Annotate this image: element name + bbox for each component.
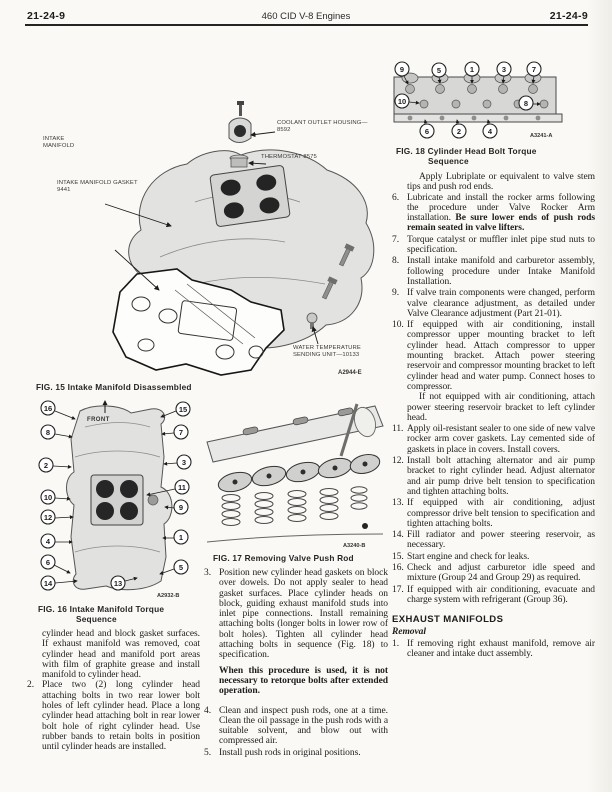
- fig17-figure: [205, 400, 387, 550]
- label-coolant-outlet: COOLANT OUTLET HOUSING—8592: [277, 120, 368, 133]
- fig15-code: A2944-E: [338, 370, 362, 376]
- torque-callout: 8: [45, 428, 51, 437]
- fig15-caption: FIG. 15 Intake Manifold Disassembled: [36, 382, 192, 392]
- item-text: Place two (2) long cylinder head attaching bolts in two rear lower bolt holes of left cylinder head. Place a long cylinder head attaching bolt in rear lower bolt hole of right cylinder head. Use rubber bands to retain bolts in position until cylinder heads are installed.: [42, 680, 200, 753]
- item-number: 1.: [392, 639, 400, 650]
- fig18-code: A3241-A: [530, 133, 553, 139]
- fig18-illustration: [390, 58, 595, 142]
- fig18-caption-line1: FIG. 18 Cylinder Head Bolt Torque: [396, 146, 537, 156]
- item-text: Check and adjust carburetor idle speed and mixture (Group 24 and Group 29) as required.: [407, 562, 595, 584]
- item-text-run2: If not equipped with air conditioning, attach power steering reservoir bracket to left cylinder head.: [407, 392, 595, 423]
- fig16-caption-line2: Sequence: [76, 614, 117, 624]
- torque-callout: 11: [178, 483, 186, 492]
- torque-callout: 2: [43, 461, 49, 470]
- list-item: [392, 235, 595, 256]
- item-text-run: If equipped with air conditioning, install compressor upper mounting bracket to left cylinder head. Attach compressor to upper mounting bracket. Attach power steering reservoir and compressor mounting bracket to left cylinder head and water pump. Connect hoses to compressor.: [407, 320, 595, 392]
- bolt-callout: 1: [469, 65, 475, 74]
- list-item: [392, 563, 595, 584]
- torque-callout: 4: [45, 537, 51, 546]
- page-number-left: 21-24-9: [27, 10, 66, 22]
- item-text: If equipped with air conditioning, evacuate and charge system with refrigerant (Group 36).: [407, 584, 595, 605]
- fig16-figure: [25, 397, 203, 602]
- list-item: [392, 456, 595, 497]
- fig17-illustration: [205, 400, 387, 550]
- item-text: Clean and inspect push rods, one at a time. Clean the oil passage in the push rods with a suitable solvent, and blow out with compressed air.: [219, 705, 388, 747]
- continuation-paragraph: Apply Lubriplate or equivalent to valve stem tips and push rod ends.: [407, 172, 595, 193]
- torque-callout: 14: [43, 579, 53, 588]
- fig15-figure: [25, 52, 383, 382]
- bolt-callout: 3: [501, 65, 507, 74]
- item-number: 10.: [392, 320, 404, 331]
- item-text: [219, 568, 388, 697]
- item-text: Start engine and check for leaks.: [407, 551, 530, 562]
- label-thermostat: THERMOSTAT 8575: [261, 154, 317, 160]
- item-text: If removing right exhaust manifold, remove air cleaner and intake duct assembly.: [407, 639, 595, 660]
- torque-callout: 1: [178, 533, 184, 542]
- item-number: 16.: [392, 562, 404, 573]
- item-number: 9.: [392, 288, 400, 299]
- item-text: Torque catalyst or muffler inlet pipe stud nuts to specification.: [407, 234, 595, 256]
- item-number: 14.: [392, 530, 404, 541]
- item-number: 2.: [27, 680, 35, 691]
- fig17-caption: FIG. 17 Removing Valve Push Rod: [213, 553, 354, 563]
- torque-callout: 12: [43, 513, 53, 522]
- fig17-code: A3240-B: [343, 543, 366, 549]
- item-number: 12.: [392, 456, 404, 467]
- item-text: If valve train components were changed, perform valve clearance adjustment, as detailed under Valve Clearance adjustment (Part 21-01).: [407, 288, 595, 319]
- list-item: [392, 193, 595, 234]
- bolt-callout: 10: [397, 97, 407, 106]
- item-number: 7.: [392, 234, 400, 245]
- middle-column: [204, 568, 388, 759]
- item-text-run: Position new cylinder head gaskets on block over dowels. Do not apply sealer to head gasket surfaces. Place cylinder heads on block, guiding exhaust manifold studs into inlet pipe connections. Install remaining attaching bolts (longer bolts in lower row of bolt holes). Tighten all cylinder head attaching bolts in sequence (Fig. 18) to specification.: [219, 568, 388, 661]
- list-item: [204, 568, 388, 697]
- item-number: 6.: [392, 192, 400, 203]
- bolt-callout: 4: [487, 127, 493, 136]
- item-text: If equipped with air conditioning, adjust compressor drive belt tension to specification and tighten attaching bolts.: [407, 498, 595, 529]
- bolt-callout: 9: [399, 65, 405, 74]
- item-number: 13.: [392, 498, 404, 509]
- item-text: Install push rods in original positions.: [219, 747, 361, 758]
- fig16-caption: [38, 604, 193, 624]
- torque-callout: 5: [178, 563, 184, 572]
- torque-callout: 15: [178, 405, 188, 414]
- bolt-callout: 5: [436, 66, 442, 75]
- fig16-code: A2932-B: [157, 593, 180, 599]
- list-item: [392, 585, 595, 606]
- subheading-removal: Removal: [392, 627, 426, 638]
- item-bold-note: When this procedure is used, it is not necessary to retorque bolts after extended operation.: [219, 665, 388, 697]
- page-title: 460 CID V-8 Engines: [261, 11, 351, 22]
- fig15-illustration: [25, 52, 383, 382]
- bolt-callout: 6: [424, 127, 430, 136]
- list-item: [392, 498, 595, 529]
- bolt-callout: 8: [523, 99, 529, 108]
- list-item: [392, 552, 595, 562]
- label-intake-gasket: INTAKE MANIFOLD GASKET 9441: [57, 180, 138, 193]
- bolt-callout: 2: [456, 127, 462, 136]
- section-heading-exhaust-manifolds: EXHAUST MANIFOLDS: [392, 614, 504, 626]
- fig18-caption: [396, 146, 537, 166]
- list-item: [204, 748, 388, 758]
- item-text: [407, 193, 595, 234]
- torque-callout: 9: [178, 503, 184, 512]
- torque-callout: 3: [181, 458, 187, 467]
- page-number-right: 21-24-9: [549, 10, 588, 22]
- label-water-temp-sender: WATER TEMPERATURE SENDING UNIT—10133: [293, 345, 361, 358]
- item-number: 15.: [392, 551, 404, 562]
- fig16-illustration: [25, 397, 203, 602]
- front-label: FRONT: [87, 417, 110, 423]
- item-text: Install intake manifold and carburetor assembly, following procedure under Intake Manifold Installation.: [407, 256, 595, 287]
- label-intake-manifold: INTAKE MANIFOLD: [43, 136, 75, 149]
- list-item: [392, 530, 595, 551]
- item-text: Apply oil-resistant sealer to one side of new valve rocker arm cover gaskets. Lay cemented side of gaskets in place in covers. Install covers.: [407, 424, 595, 455]
- torque-callout: 10: [43, 493, 53, 502]
- item-text-run: Lubricate and install the rocker arms following the procedure under Valve Rocker Arm installation.: [407, 192, 595, 224]
- fig18-caption-line2: Sequence: [428, 156, 469, 166]
- item-bold-run: Be sure lower ends of push rods remain seated in valve lifters.: [407, 213, 595, 234]
- torque-callout: 13: [113, 579, 123, 588]
- list-item: [392, 256, 595, 287]
- item-text: Install bolt attaching alternator and air pump bracket to right cylinder head. Adjust alternator and air pump drive belt tension to specification and tighten attaching bolts.: [407, 456, 595, 497]
- left-column: [27, 629, 200, 754]
- item-number: 17.: [392, 584, 404, 595]
- continuation-paragraph: cylinder head and block gasket surfaces. If exhaust manifold was removed, coat cylinder head and manifold port areas with film of graphite grease and install manifold to cylinder head.: [42, 629, 200, 681]
- fig18-figure: [390, 58, 595, 142]
- list-item: [392, 320, 595, 423]
- torque-callout: 16: [43, 404, 53, 413]
- list-item: [27, 680, 200, 752]
- list-item: [392, 424, 595, 455]
- item-number: 5.: [204, 747, 212, 758]
- item-number: 4.: [204, 705, 212, 716]
- list-item: [204, 706, 388, 747]
- list-item: [392, 639, 595, 660]
- fig16-caption-line1: FIG. 16 Intake Manifold Torque: [38, 604, 165, 614]
- torque-callout: 6: [45, 558, 51, 567]
- item-text: Fill radiator and power steering reservoir, as necessary.: [407, 530, 595, 551]
- bolt-callout: 7: [531, 65, 537, 74]
- list-item: [392, 288, 595, 319]
- right-column: [392, 172, 595, 661]
- torque-callout: 7: [178, 428, 184, 437]
- item-number: 3.: [204, 568, 212, 578]
- item-text: [407, 320, 595, 423]
- item-number: 11.: [392, 424, 404, 435]
- item-number: 8.: [392, 256, 400, 267]
- header-rule: [25, 24, 588, 26]
